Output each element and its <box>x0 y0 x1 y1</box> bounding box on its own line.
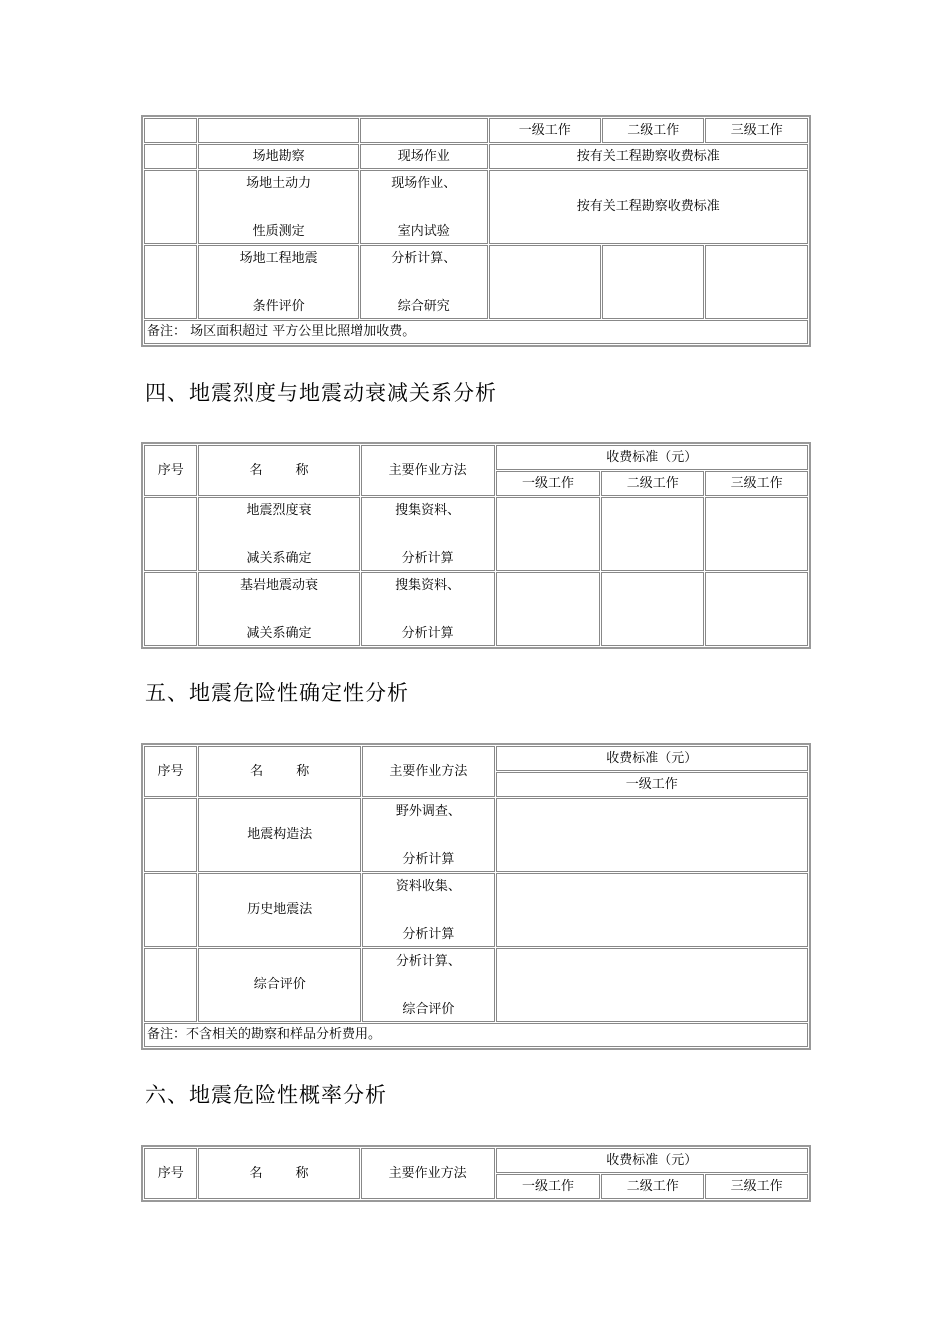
work-method: 现场作业、 室内试验 <box>360 170 488 244</box>
index-header: 序号 <box>144 746 197 797</box>
table-row <box>144 497 808 571</box>
grade-1-header: 一级工作 <box>496 772 809 797</box>
table-row <box>144 873 808 947</box>
work-method: 分析计算、 综合评价 <box>362 948 494 1022</box>
fee-cell <box>496 572 601 646</box>
header-row <box>144 445 808 470</box>
method-header: 主要作业方法 <box>361 1148 495 1199</box>
work-method: 分析计算、 综合研究 <box>360 245 488 319</box>
table-note: 备注： 场区面积超过 平方公里比照增加收费。 <box>144 320 808 344</box>
name-header: 名 称 <box>198 1148 359 1199</box>
fee-cell <box>496 497 601 571</box>
section-6-heading: 六、地震危险性概率分析 <box>145 1083 387 1107</box>
item-name: 基岩地震动衰 减关系确定 <box>198 572 359 646</box>
note-row <box>144 1023 808 1047</box>
index-header: 序号 <box>144 1148 197 1199</box>
fee-standard: 按有关工程勘察收费标准 <box>489 144 808 169</box>
table-row <box>144 798 808 872</box>
grade-header-row <box>144 118 808 143</box>
method-header: 主要作业方法 <box>362 746 494 797</box>
index-cell <box>144 497 197 571</box>
item-name: 场地土动力 性质测定 <box>198 170 359 244</box>
table-row <box>144 245 808 319</box>
index-cell <box>144 170 197 244</box>
index-cell <box>144 572 197 646</box>
fee-table-site-survey <box>141 115 811 347</box>
item-name: 综合评价 <box>198 948 361 1022</box>
grade-2-header: 二级工作 <box>601 1174 704 1199</box>
index-cell <box>144 948 197 1022</box>
note-row <box>144 320 808 344</box>
fee-cell <box>496 873 809 947</box>
index-header: 序号 <box>144 445 197 496</box>
section-5-heading: 五、地震危险性确定性分析 <box>145 681 409 705</box>
index-cell <box>144 873 197 947</box>
method-header: 主要作业方法 <box>361 445 495 496</box>
header-row <box>144 746 808 771</box>
fee-cell <box>705 497 808 571</box>
fee-table-probabilistic <box>141 1145 811 1202</box>
item-name: 地震烈度衰 减关系确定 <box>198 497 359 571</box>
index-cell <box>144 144 197 169</box>
grade-1-header: 一级工作 <box>496 471 601 496</box>
fee-cell <box>496 948 809 1022</box>
grade-3-header: 三级工作 <box>705 118 808 143</box>
table-row <box>144 948 808 1022</box>
fee-cell <box>496 798 809 872</box>
fee-cell <box>601 497 704 571</box>
index-cell <box>144 245 197 319</box>
item-name: 场地勘察 <box>198 144 359 169</box>
empty-cell <box>360 118 488 143</box>
grade-1-header: 一级工作 <box>489 118 602 143</box>
table-row <box>144 572 808 646</box>
table-row <box>144 144 808 169</box>
fee-header: 收费标准（元） <box>496 1148 808 1173</box>
fee-header: 收费标准（元） <box>496 746 809 771</box>
empty-cell <box>198 118 359 143</box>
grade-1-header: 一级工作 <box>496 1174 601 1199</box>
grade-3-header: 三级工作 <box>705 471 808 496</box>
table-note: 备注：不含相关的勘察和样品分析费用。 <box>144 1023 808 1047</box>
item-name: 历史地震法 <box>198 873 361 947</box>
name-header: 名 称 <box>198 746 361 797</box>
fee-table-deterministic <box>141 743 811 1050</box>
fee-cell <box>705 245 808 319</box>
fee-header: 收费标准（元） <box>496 445 808 470</box>
name-header: 名 称 <box>198 445 359 496</box>
section-4-heading: 四、地震烈度与地震动衰减关系分析 <box>145 381 497 405</box>
table-row <box>144 170 808 244</box>
work-method: 资料收集、 分析计算 <box>362 873 494 947</box>
fee-cell <box>705 572 808 646</box>
fee-standard: 按有关工程勘察收费标准 <box>489 170 808 244</box>
grade-3-header: 三级工作 <box>705 1174 808 1199</box>
work-method: 搜集资料、 分析计算 <box>361 572 495 646</box>
fee-table-attenuation <box>141 442 811 649</box>
index-cell <box>144 798 197 872</box>
work-method: 搜集资料、 分析计算 <box>361 497 495 571</box>
fee-cell <box>601 572 704 646</box>
work-method: 现场作业 <box>360 144 488 169</box>
item-name: 地震构造法 <box>198 798 361 872</box>
work-method: 野外调查、 分析计算 <box>362 798 494 872</box>
fee-cell <box>489 245 602 319</box>
header-row <box>144 1148 808 1173</box>
empty-cell <box>144 118 197 143</box>
grade-2-header: 二级工作 <box>602 118 704 143</box>
grade-2-header: 二级工作 <box>601 471 704 496</box>
fee-cell <box>602 245 704 319</box>
item-name: 场地工程地震 条件评价 <box>198 245 359 319</box>
